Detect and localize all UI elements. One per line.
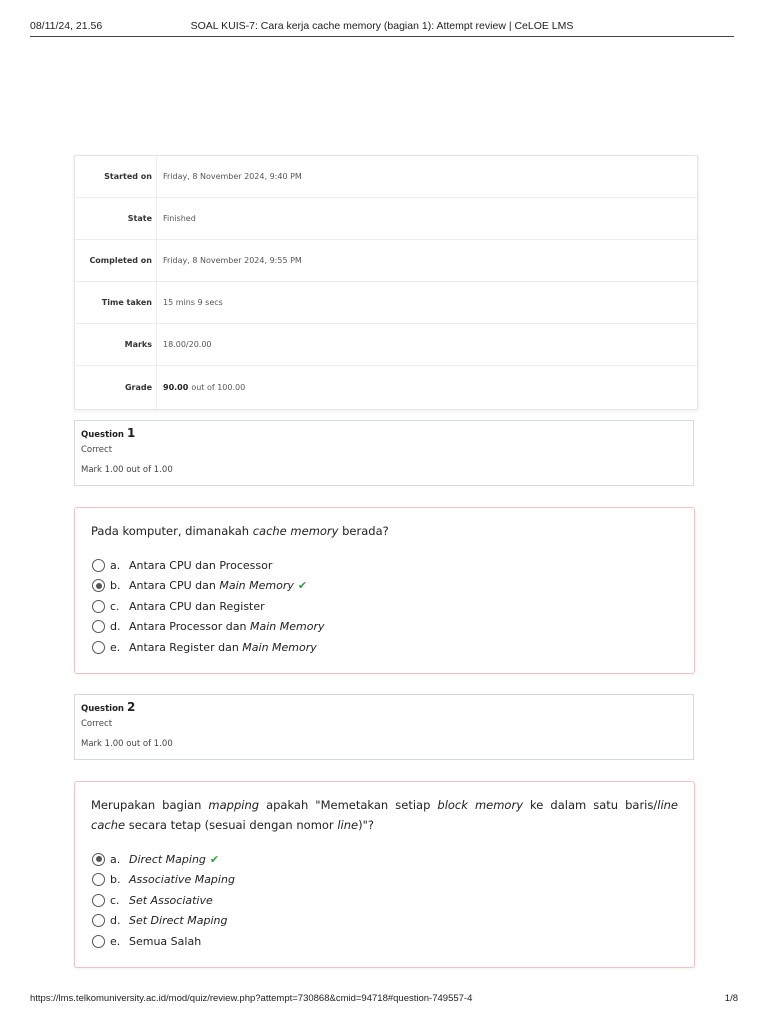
- answer-option[interactable]: [91, 596, 678, 617]
- print-title: SOAL KUIS-7: Cara kerja cache memory (bagian 1): Attempt review | CeLOE LMS: [190, 20, 574, 32]
- attempt-summary-table: [74, 155, 698, 410]
- summary-label: State: [75, 198, 157, 239]
- radio-button-selected[interactable]: [92, 579, 105, 592]
- correct-check-icon: ✔: [297, 579, 308, 593]
- summary-label: Time taken: [75, 282, 157, 323]
- correct-check-icon: ✔: [209, 852, 220, 866]
- answer-option[interactable]: [91, 576, 678, 597]
- summary-value: Finished: [163, 214, 196, 223]
- answer-letter: e.: [110, 934, 121, 948]
- answer-option[interactable]: [91, 849, 678, 870]
- answer-option[interactable]: [91, 637, 678, 658]
- answer-text-italic: Main Memory: [249, 620, 325, 634]
- grade-value: 90.00: [163, 383, 189, 392]
- answer-text-italic: Set Associative: [129, 893, 213, 907]
- summary-row-grade: [75, 366, 697, 409]
- answer-text: Antara CPU dan Processor: [129, 558, 273, 572]
- summary-label: Grade: [75, 366, 157, 409]
- radio-button[interactable]: [92, 935, 105, 948]
- question-mark: Mark 1.00 out of 1.00: [81, 465, 173, 475]
- question-1-content: [74, 507, 695, 674]
- answer-option[interactable]: [91, 617, 678, 638]
- summary-value: 18.00/20.00: [163, 340, 212, 349]
- print-page-number: 1/8: [724, 993, 738, 1004]
- answer-letter: a.: [110, 558, 121, 572]
- question-2-info: [74, 694, 694, 760]
- answer-text: Antara Processor dan: [129, 620, 247, 634]
- answer-option[interactable]: [91, 870, 678, 891]
- radio-button[interactable]: [92, 559, 105, 572]
- answer-text-italic: Direct Maping: [129, 852, 206, 866]
- answer-text: Antara CPU dan: [129, 579, 216, 593]
- print-url: https://lms.telkomuniversity.ac.id/mod/quiz/review.php?attempt=730868&cmid=94718#question-749557-4: [30, 993, 473, 1004]
- grade-out-of: out of 100.00: [191, 383, 246, 392]
- summary-value: 15 mins 9 secs: [163, 298, 223, 307]
- answer-list: [91, 849, 678, 952]
- radio-button[interactable]: [92, 641, 105, 654]
- answer-list: [91, 555, 678, 658]
- summary-row-started: [75, 156, 697, 198]
- question-number: [81, 700, 687, 714]
- question-num: 1: [126, 426, 136, 440]
- answer-option[interactable]: [91, 931, 678, 952]
- question-number: [81, 426, 687, 440]
- answer-letter: d.: [110, 914, 121, 928]
- question-1-info: [74, 420, 694, 486]
- summary-value: [157, 366, 245, 409]
- answer-option[interactable]: [91, 555, 678, 576]
- summary-label: Marks: [75, 324, 157, 365]
- radio-button[interactable]: [92, 873, 105, 886]
- question-mark: Mark 1.00 out of 1.00: [81, 739, 173, 749]
- answer-text-italic: Associative Maping: [129, 873, 235, 887]
- question-prefix: Question: [81, 704, 124, 714]
- summary-label: Started on: [75, 156, 157, 197]
- print-footer: [30, 993, 738, 1004]
- answer-letter: e.: [110, 640, 121, 654]
- answer-letter: c.: [110, 599, 120, 613]
- radio-button[interactable]: [92, 894, 105, 907]
- question-text: Merupakan bagian mapping apakah "Memetakan setiap block memory ke dalam satu baris/line cache secara tetap (sesuai dengan nomor line)"?: [91, 798, 679, 832]
- answer-letter: a.: [110, 852, 121, 866]
- answer-text: Antara Register dan: [129, 640, 239, 654]
- summary-value: Friday, 8 November 2024, 9:40 PM: [163, 172, 302, 181]
- question-state: Correct: [81, 719, 113, 729]
- answer-text-italic: Main Memory: [242, 640, 317, 654]
- answer-option[interactable]: [91, 911, 678, 932]
- answer-letter: b.: [110, 579, 121, 593]
- radio-button[interactable]: [92, 914, 105, 927]
- radio-button-selected[interactable]: [92, 853, 105, 866]
- summary-row-completed: [75, 240, 697, 282]
- answer-text-italic: Main Memory: [219, 579, 294, 593]
- print-header: [30, 14, 734, 37]
- question-state: Correct: [81, 445, 113, 455]
- question-2-content: [74, 781, 695, 968]
- answer-letter: d.: [110, 620, 121, 634]
- answer-text-italic: Set Direct Maping: [129, 914, 228, 928]
- summary-value: Friday, 8 November 2024, 9:55 PM: [163, 256, 302, 265]
- summary-row-time-taken: [75, 282, 697, 324]
- question-num: 2: [126, 700, 136, 714]
- print-date: 08/11/24, 21.56: [30, 20, 103, 32]
- radio-button[interactable]: [92, 620, 105, 633]
- summary-label: Completed on: [75, 240, 157, 281]
- answer-letter: b.: [110, 873, 121, 887]
- answer-text: Semua Salah: [129, 934, 202, 948]
- summary-row-state: [75, 198, 697, 240]
- answer-option[interactable]: [91, 890, 678, 911]
- question-prefix: Question: [81, 430, 124, 440]
- summary-row-marks: [75, 324, 697, 366]
- radio-button[interactable]: [92, 600, 105, 613]
- answer-text: Antara CPU dan Register: [129, 599, 265, 613]
- question-text: Pada komputer, dimanakah cache memory berada?: [91, 524, 389, 538]
- answer-letter: c.: [110, 893, 120, 907]
